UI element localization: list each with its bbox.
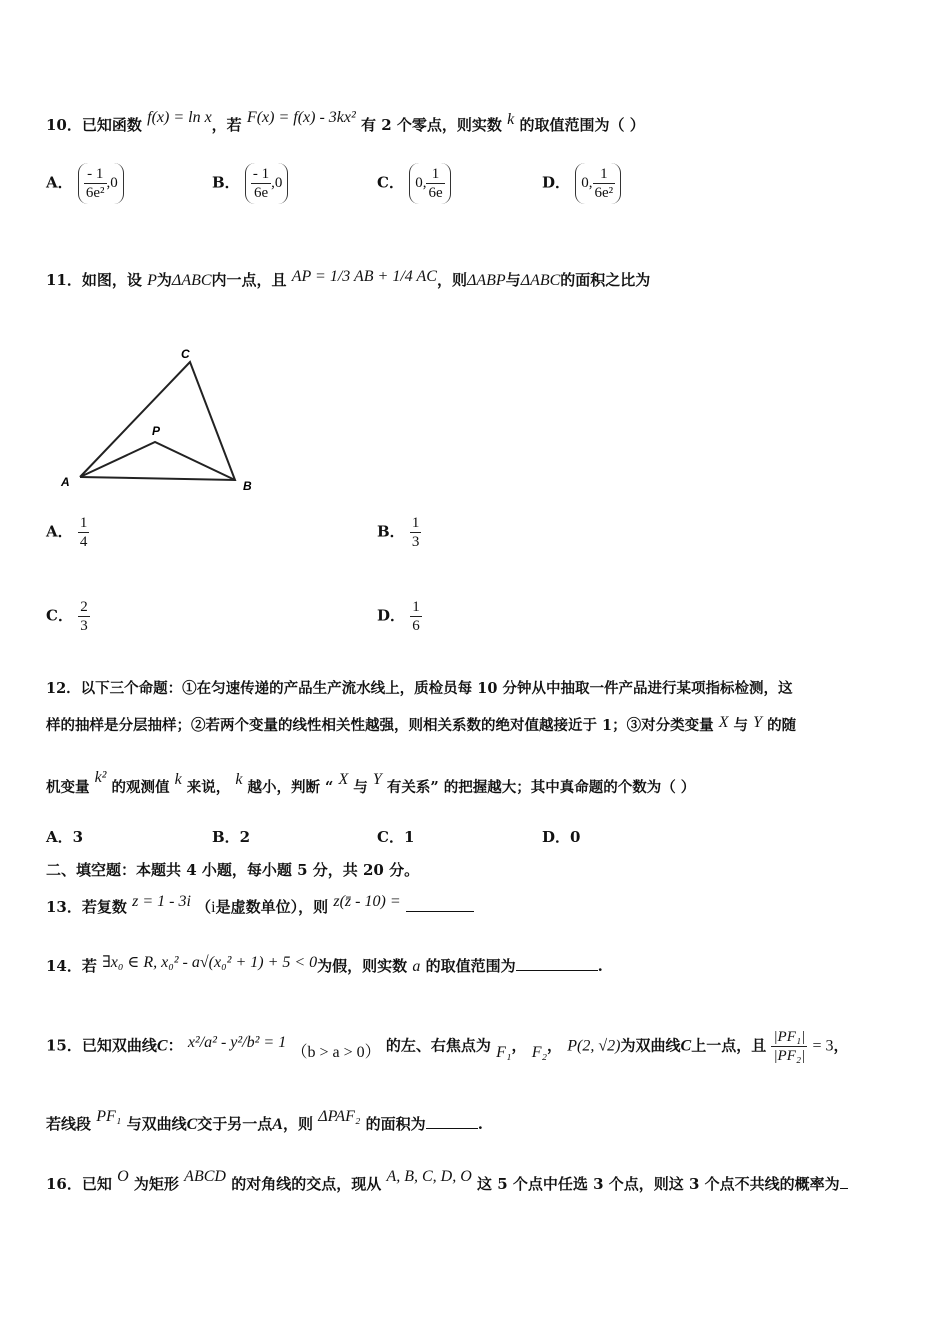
F-definition: F(x) = f(x) - 3kx² (246, 109, 356, 126)
q12-option-d[interactable]: D．0 (542, 828, 581, 846)
question-10: 10．已知函数 f(x) = ln x，若 F(x) = f(x) - 3kx² 有 2 个零点，则实数 k 的取值范围为（ ） (46, 109, 645, 134)
q10-option-d[interactable]: D． 0, $\frac{1}{\text{6e²}}$ (542, 163, 621, 204)
label-p: P (152, 424, 161, 438)
label-b: B (243, 479, 252, 493)
question-12-line-2: 样的抽样是分层抽样；②若两个变量的线性相关性越强，则相关系数的绝对值越接近于 1；③对分类变量 X 与 Y 的随 (46, 714, 797, 734)
question-11: 11．如图，设 P为ΔABC内一点，且 AP = 1/3 AB + 1/4 AC，则ΔABP与ΔABC的面积之比为 (46, 268, 651, 289)
question-13: 13．若复数 z = 1 - 3i （i是虚数单位），则 z(z̄ - 10) = (46, 897, 474, 918)
question-15-line-1: 15．已知双曲线C： x²/a² - y²/b² = 1 （b > a > 0） 的左、右焦点为 F₁， F₂， P(2, √2)为双曲线C上一点，且 $\frac{\text{|PF₁|}}{\text{|PF₂|}}$ = 3， (46, 1029, 849, 1064)
hyperbola-equation: x²/a² - y²/b² = 1 (187, 1033, 287, 1051)
q15-answer-blank[interactable] (426, 1128, 478, 1129)
triangle-abp-edges (80, 442, 235, 480)
vector-equation: AP = 1/3 AB + 1/4 AC (291, 268, 437, 285)
q11-option-a[interactable]: A． $\frac{1}{4}$ (46, 515, 88, 550)
q11-option-b[interactable]: B． $\frac{1}{3}$ (377, 515, 420, 550)
q11-option-d[interactable]: D． $\frac{1}{6}$ (377, 599, 420, 634)
q10-option-c[interactable]: C． 0, $\frac{1}{6e}$ (377, 163, 451, 204)
q12-option-a[interactable]: A．3 (46, 828, 84, 846)
f-definition: f(x) = ln x (147, 109, 212, 126)
q12-option-c[interactable]: C．1 (377, 828, 415, 846)
question-15-line-2: 若线段 PF₁ 与双曲线C交于另一点A，则 ΔPAF₂ 的面积为 . (46, 1108, 483, 1133)
q16-answer-blank[interactable] (840, 1188, 848, 1189)
question-16: 16．已知 O 为矩形 ABCD 的对角线的交点，现从 A, B, C, D, O 这 5 个点中任选 3 个点，则这 3 个点不共线的概率为 (46, 1174, 848, 1195)
triangle-figure (55, 342, 265, 497)
q11-option-c[interactable]: C． $\frac{2}{3}$ (46, 599, 88, 634)
label-a: A (61, 475, 70, 489)
q12-option-b[interactable]: B．2 (212, 828, 251, 846)
q13-answer-blank[interactable] (406, 911, 474, 912)
triangle-abc (80, 362, 235, 480)
question-14: 14．若 ∃x₀ ∈ R, x₀² - a√(x₀² + 1) + 5 < 0为假，则实数 a 的取值范围为 . (46, 954, 603, 975)
q10-option-a[interactable]: A． $\frac{- 1}{\text{6e²}}$ ,0 (46, 163, 124, 204)
q10-option-b[interactable]: B． $\frac{- 1}{6e}$ ,0 (212, 163, 288, 204)
label-c: C (181, 347, 190, 361)
section-2-heading: 二、填空题：本题共 4 小题，每小题 5 分，共 20 分。 (46, 861, 420, 879)
question-12-line-3: 机变量 k² 的观测值 k 来说， k 越小，判断 “ X 与 Y 有关系” 的把握越大；其中真命题的个数为（ ） (46, 769, 696, 796)
q14-answer-blank[interactable] (516, 970, 598, 971)
question-12-line-1: 12．以下三个命题：①在匀速传递的产品生产流水线上，质检员每 10 分钟从中抽取一件产品进行某项指标检测，这 (46, 680, 793, 697)
